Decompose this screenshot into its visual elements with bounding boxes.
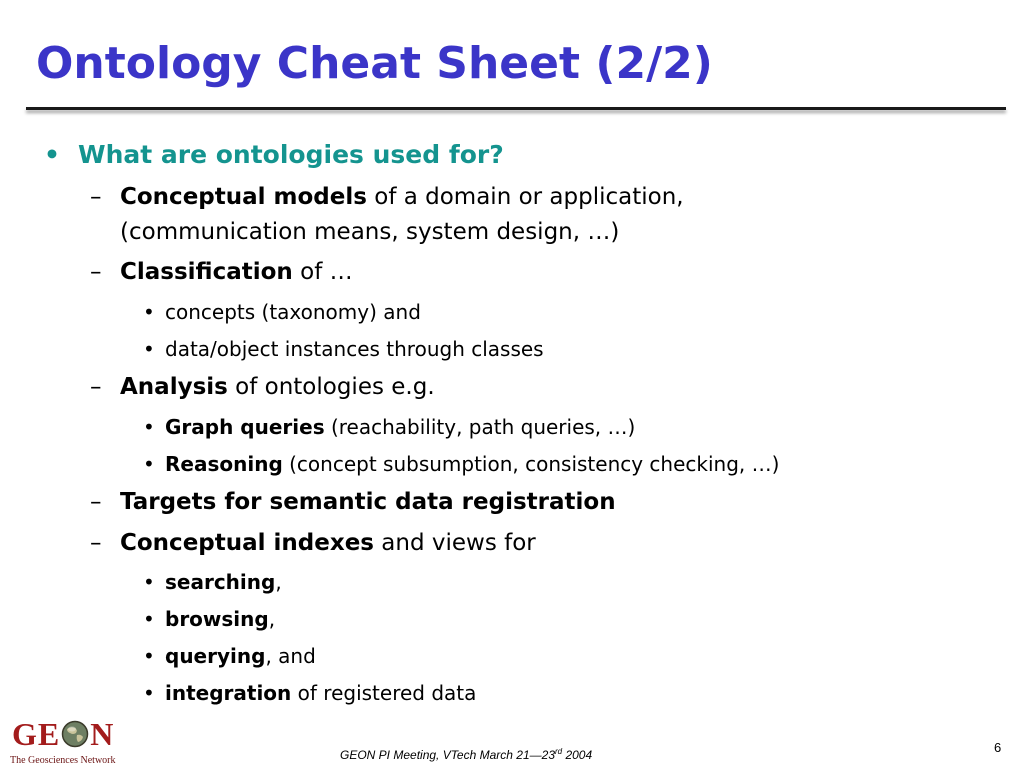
item-bold: browsing (165, 607, 269, 631)
page-number: 6 (994, 740, 1002, 755)
item-text: of ontologies e.g. (227, 374, 435, 400)
item-text: (communication means, system design, …) (120, 219, 620, 245)
item-text: data/object instances through classes (165, 337, 544, 361)
bullet-marker: • (143, 570, 155, 594)
item-text: , and (265, 644, 316, 668)
item-bold: Conceptual models (120, 184, 367, 210)
item-text: of registered data (291, 681, 477, 705)
dash-marker: – (90, 530, 102, 556)
item-text: and views for (373, 530, 536, 556)
dash-marker: – (90, 259, 102, 285)
logo-tagline: The Geosciences Network (10, 755, 116, 766)
logo-wordmark: GE N (12, 716, 115, 752)
item-bold: Targets for semantic data registration (120, 489, 616, 515)
item-bold: integration (165, 681, 292, 705)
item-text: of a domain or application, (366, 184, 684, 210)
item-text: , (268, 607, 276, 631)
bullet-marker: • (143, 681, 155, 705)
item-text: (reachability, path queries, …) (324, 415, 636, 439)
item-bold: Classification (120, 259, 293, 285)
dash-marker: – (90, 489, 102, 515)
bullet-marker: • (143, 452, 155, 476)
item-text: concepts (taxonomy) and (165, 300, 421, 324)
item-bold: Reasoning (165, 452, 283, 476)
bullet-marker: • (143, 337, 155, 361)
title-divider (26, 107, 1006, 110)
item-bold: Graph queries (165, 415, 325, 439)
item-text: of … (292, 259, 353, 285)
bullet-marker: • (143, 300, 155, 324)
dash-marker: – (90, 374, 102, 400)
item-bold: querying (165, 644, 266, 668)
bullet-marker: • (143, 415, 155, 439)
slide-title: Ontology Cheat Sheet (2/2) (36, 38, 713, 89)
dash-marker: – (90, 184, 102, 210)
globe-icon (61, 720, 89, 748)
item-text: , (275, 570, 282, 594)
item-text: (concept subsumption, consistency checking, …) (282, 452, 780, 476)
heading-text: What are ontologies used for? (78, 140, 504, 169)
bullet-marker: • (143, 644, 155, 668)
item-bold: searching (165, 570, 276, 594)
item-bold: Conceptual indexes (120, 530, 374, 556)
item-bold: Analysis (120, 374, 228, 400)
bullet-marker: • (143, 607, 155, 631)
bullet-marker: • (44, 140, 60, 169)
geon-logo (8, 716, 128, 766)
footer-meeting: GEON PI Meeting, VTech March 21—23rd 2004 (340, 747, 593, 762)
